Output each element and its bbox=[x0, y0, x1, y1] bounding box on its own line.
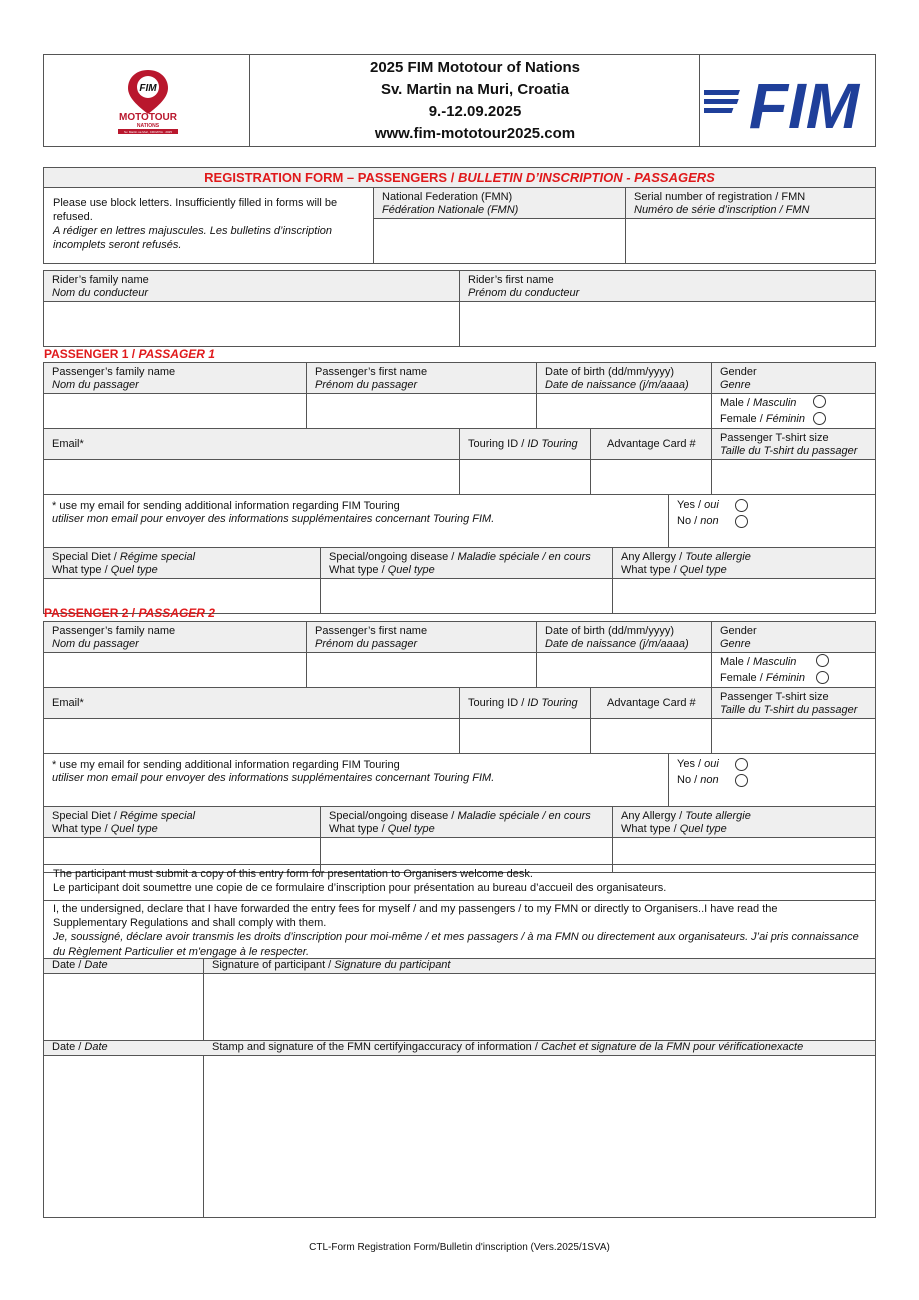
date-label-fr: Date bbox=[84, 1041, 108, 1053]
male-label-fr: Masculin bbox=[753, 397, 797, 409]
type-label-part: What type / bbox=[621, 564, 680, 576]
diet-label-part: Special Diet / bbox=[52, 810, 120, 822]
rider-first-en: Rider’s first name bbox=[468, 274, 554, 286]
tshirt-label-en: Passenger T-shirt size bbox=[720, 432, 829, 444]
date-label-en: Date / bbox=[52, 959, 85, 971]
special-diet-label bbox=[43, 807, 195, 836]
rider-family-fr: Nom du conducteur bbox=[52, 287, 148, 299]
allergy-label bbox=[612, 807, 751, 836]
type-label-part: Quel type bbox=[110, 564, 158, 576]
male-label-fr: Masculin bbox=[753, 656, 797, 668]
declaration-fr-line2: du Règlement Particulier et m'engage à le respecter. bbox=[53, 945, 310, 958]
serial-label bbox=[625, 188, 809, 217]
yes-label bbox=[668, 755, 719, 771]
family-name-label-fr: Nom du passager bbox=[52, 638, 139, 650]
form-title-fr: BULLETIN D’INSCRIPTION - PASSAGERS bbox=[457, 170, 715, 185]
divider bbox=[43, 753, 876, 754]
type-label-part: What type / bbox=[52, 564, 111, 576]
rider-family-label bbox=[43, 271, 149, 300]
disease-label bbox=[320, 548, 591, 577]
gender-label-en: Gender bbox=[720, 625, 757, 637]
gender-label-fr: Genre bbox=[720, 379, 751, 391]
fmn-label bbox=[373, 188, 518, 217]
email-consent-fr: utiliser mon email pour envoyer des informations supplémentaires concernant Touring FIM. bbox=[52, 513, 495, 525]
yes-label-fr: oui bbox=[704, 758, 719, 770]
email-field[interactable] bbox=[44, 460, 459, 494]
no-label-fr: non bbox=[700, 774, 719, 786]
first-name-field[interactable] bbox=[307, 394, 536, 428]
gender-label bbox=[711, 622, 757, 651]
male-label-en: Male / bbox=[720, 656, 754, 668]
stamp-label-en: Stamp and signature of the FMN certifyingaccuracy of information / bbox=[212, 1041, 541, 1053]
disease-label bbox=[320, 807, 591, 836]
family-name-label-en: Passenger’s family name bbox=[52, 625, 176, 637]
disease-field[interactable] bbox=[321, 579, 612, 613]
signature-label-fr: Signature du participant bbox=[334, 959, 451, 971]
fmn-label-fr: Fédération Nationale (FMN) bbox=[382, 204, 519, 216]
type-label-part: Quel type bbox=[387, 564, 435, 576]
advantage-card-field[interactable] bbox=[591, 719, 711, 753]
consent-yes-radio[interactable] bbox=[735, 758, 748, 771]
first-name-label-en: Passenger’s first name bbox=[315, 366, 428, 378]
participant-date-field[interactable] bbox=[44, 974, 203, 1040]
gender-label-fr: Genre bbox=[720, 638, 751, 650]
form-title bbox=[43, 168, 876, 187]
no-label bbox=[668, 512, 719, 528]
passenger-title-fr: PASSAGER 2 bbox=[138, 606, 215, 620]
no-label bbox=[668, 771, 719, 787]
declaration-en-line2: Supplementary Regulations and shall comply with them. bbox=[53, 917, 327, 930]
first-name-field[interactable] bbox=[307, 653, 536, 687]
no-label-en: No / bbox=[677, 515, 701, 527]
tshirt-size-field[interactable] bbox=[712, 460, 875, 494]
male-label bbox=[711, 653, 796, 669]
stamp-label bbox=[203, 1039, 803, 1054]
touring-id-label bbox=[459, 435, 578, 451]
email-consent bbox=[43, 497, 494, 526]
advantage-card-label: Advantage Card # bbox=[607, 438, 696, 450]
declaration-fr-line1: Je, soussigné, déclare avoir transmis les droits d’inscription pour moi-même / et mes passagers / à ma FMN ou directement aux organisateurs. J’ai pris connaissance bbox=[53, 931, 859, 944]
diet-label-part: Régime special bbox=[119, 810, 196, 822]
dob-label-fr: Date de naissance (j/m/aaaa) bbox=[545, 379, 689, 391]
email-label: Email* bbox=[52, 697, 84, 709]
fim-logo-text: FIM bbox=[748, 70, 860, 134]
notice-text bbox=[53, 867, 666, 895]
type-label-part: What type / bbox=[621, 823, 680, 835]
serial-label-en: Serial number of registration / FMN bbox=[634, 191, 806, 203]
allergy-field[interactable] bbox=[613, 579, 875, 613]
touring-id-field[interactable] bbox=[460, 719, 590, 753]
type-label-part: Quel type bbox=[387, 823, 435, 835]
email-label: Email* bbox=[52, 438, 84, 450]
advantage-card-label: Advantage Card # bbox=[607, 697, 696, 709]
divider bbox=[43, 958, 876, 959]
first-name-label-fr: Prénom du passager bbox=[315, 638, 418, 650]
notice-en: The participant must submit a copy of this entry form for presentation to Organisers welcome desk. bbox=[53, 868, 533, 880]
type-label-part: What type / bbox=[52, 823, 111, 835]
touring-id-label-fr: ID Touring bbox=[527, 438, 578, 450]
dob-field[interactable] bbox=[537, 394, 711, 428]
touring-id-label-fr: ID Touring bbox=[527, 697, 578, 709]
advantage-card-field[interactable] bbox=[591, 460, 711, 494]
declaration-text bbox=[53, 902, 859, 959]
passenger-title-en: PASSENGER 1 / bbox=[44, 347, 139, 361]
form-title-en: REGISTRATION FORM – PASSENGERS / bbox=[204, 170, 458, 185]
type-label-part: Quel type bbox=[110, 823, 158, 835]
dob-field[interactable] bbox=[537, 653, 711, 687]
email-consent bbox=[43, 756, 494, 785]
female-label-fr: Féminin bbox=[765, 672, 805, 684]
special-diet-label bbox=[43, 548, 195, 577]
male-radio[interactable] bbox=[816, 654, 829, 667]
family-name-field[interactable] bbox=[44, 653, 306, 687]
tshirt-label-fr: Taille du T-shirt du passager bbox=[720, 445, 858, 457]
logo-mototour-text: MOTOTOUR bbox=[119, 112, 177, 123]
fmn-date-field[interactable] bbox=[44, 1056, 203, 1217]
yes-label-en: Yes / bbox=[677, 758, 705, 770]
serial-field[interactable] bbox=[626, 219, 875, 263]
touring-id-label bbox=[459, 694, 578, 710]
female-label-en: Female / bbox=[720, 672, 766, 684]
consent-no-radio[interactable] bbox=[735, 774, 748, 787]
type-label-part: What type / bbox=[329, 564, 388, 576]
event-dates: 9.-12.09.2025 bbox=[428, 103, 522, 120]
serial-label-fr: Numéro de série d’inscription / FMN bbox=[634, 204, 810, 216]
disease-label-part: Special/ongoing disease / bbox=[329, 810, 458, 822]
declaration-en-line1: I, the undersigned, declare that I have forwarded the entry fees for myself / and my passengers / to my FMN or directly to Organisers..I have read the bbox=[53, 903, 778, 915]
tshirt-size-field[interactable] bbox=[712, 719, 875, 753]
instructions-fr: A rédiger en lettres majuscules. Les bulletins d’inscription incomplets seront refusés. bbox=[53, 225, 333, 251]
sig-header-bg bbox=[44, 959, 875, 973]
allergy-label-part: Toute allergie bbox=[685, 810, 751, 822]
dob-label-en: Date of birth (dd/mm/yyyy) bbox=[545, 366, 674, 378]
fmn-field[interactable] bbox=[374, 219, 625, 263]
instructions-en: Please use block letters. Insufficiently filled in forms will be refused. bbox=[53, 197, 338, 223]
female-label-fr: Féminin bbox=[765, 413, 805, 425]
male-label bbox=[711, 394, 796, 410]
allergy-label-part: Any Allergy / bbox=[621, 810, 686, 822]
passenger-2-title bbox=[44, 606, 215, 620]
email-field[interactable] bbox=[44, 719, 459, 753]
signature-label bbox=[203, 957, 450, 972]
event-name: 2025 FIM Mototour of Nations bbox=[370, 59, 580, 76]
first-name-label bbox=[306, 363, 427, 392]
family-name-label bbox=[43, 363, 175, 392]
first-name-label-en: Passenger’s first name bbox=[315, 625, 428, 637]
date-label-fr: Date bbox=[84, 959, 108, 971]
tshirt-label-en: Passenger T-shirt size bbox=[720, 691, 829, 703]
divider bbox=[43, 494, 876, 495]
male-label-en: Male / bbox=[720, 397, 754, 409]
yes-label-en: Yes / bbox=[677, 499, 705, 511]
gender-label bbox=[711, 363, 757, 392]
tshirt-label bbox=[711, 429, 857, 458]
first-name-label bbox=[306, 622, 427, 651]
event-title bbox=[250, 57, 700, 145]
fim-logo bbox=[704, 68, 864, 134]
disease-label-part: Special/ongoing disease / bbox=[329, 551, 458, 563]
date-label-2 bbox=[43, 1039, 108, 1054]
type-label-part: Quel type bbox=[679, 823, 727, 835]
female-radio[interactable] bbox=[813, 412, 826, 425]
disease-label-part: Maladie spéciale / en cours bbox=[457, 810, 591, 822]
date-label-en: Date / bbox=[52, 1041, 85, 1053]
email-consent-fr: utiliser mon email pour envoyer des informations supplémentaires concernant Touring FIM. bbox=[52, 772, 495, 784]
participant-signature-field[interactable] bbox=[204, 974, 875, 1040]
email-consent-en: * use my email for sending additional information regarding FIM Touring bbox=[52, 759, 400, 771]
event-location: Sv. Martin na Muri, Croatia bbox=[380, 81, 570, 98]
no-label-fr: non bbox=[700, 515, 719, 527]
consent-yes-radio[interactable] bbox=[735, 499, 748, 512]
diet-label-part: Special Diet / bbox=[52, 551, 120, 563]
allergy-label-part: Toute allergie bbox=[685, 551, 751, 563]
female-label-en: Female / bbox=[720, 413, 766, 425]
female-label bbox=[711, 410, 805, 426]
rider-first-field[interactable] bbox=[460, 302, 875, 346]
family-name-label-fr: Nom du passager bbox=[52, 379, 139, 391]
type-label-part: Quel type bbox=[679, 564, 727, 576]
tshirt-label bbox=[711, 688, 857, 717]
yes-label bbox=[668, 496, 719, 512]
allergy-label bbox=[612, 548, 751, 577]
footer: CTL-Form Registration Form/Bulletin d'inscription (Vers.2025/1SVA) bbox=[309, 1242, 610, 1253]
female-radio[interactable] bbox=[816, 671, 829, 684]
rider-family-field[interactable] bbox=[44, 302, 459, 346]
logo-ribbon-text: Sv. Martin na Muri, CROATIA · 2025 bbox=[123, 130, 173, 134]
logo-fim-text: FIM bbox=[139, 83, 157, 94]
notice-fr: Le participant doit soumettre une copie de ce formulaire d’inscription pour présentation au bureau d’accueil des organisateurs. bbox=[53, 882, 667, 894]
tshirt-label-fr: Taille du T-shirt du passager bbox=[720, 704, 858, 716]
family-name-field[interactable] bbox=[44, 394, 306, 428]
logo-nations-text: NATIONS bbox=[136, 123, 160, 129]
date-label-1 bbox=[43, 957, 108, 972]
disease-label-part: Maladie spéciale / en cours bbox=[457, 551, 591, 563]
yes-label-fr: oui bbox=[704, 499, 719, 511]
mototour-logo bbox=[112, 66, 184, 136]
diet-label-part: Régime special bbox=[119, 551, 196, 563]
rider-first-label bbox=[459, 271, 579, 300]
consent-no-radio[interactable] bbox=[735, 515, 748, 528]
touring-id-label-en: Touring ID / bbox=[468, 438, 528, 450]
dob-label-en: Date of birth (dd/mm/yyyy) bbox=[545, 625, 674, 637]
passenger-title-en: PASSENGER 2 / bbox=[44, 606, 139, 620]
allergy-label-part: Any Allergy / bbox=[621, 551, 686, 563]
no-label-en: No / bbox=[677, 774, 701, 786]
first-name-label-fr: Prénom du passager bbox=[315, 379, 418, 391]
family-name-label-en: Passenger’s family name bbox=[52, 366, 176, 378]
touring-id-label-en: Touring ID / bbox=[468, 697, 528, 709]
female-label bbox=[711, 669, 805, 685]
fmn-stamp-field[interactable] bbox=[204, 1056, 875, 1217]
touring-id-field[interactable] bbox=[460, 460, 590, 494]
family-name-label bbox=[43, 622, 175, 651]
rider-family-en: Rider’s family name bbox=[52, 274, 149, 286]
dob-label bbox=[536, 622, 689, 651]
event-website[interactable]: www.fim-mototour2025.com bbox=[374, 125, 576, 142]
type-label-part: What type / bbox=[329, 823, 388, 835]
instructions bbox=[53, 196, 353, 252]
gender-label-en: Gender bbox=[720, 366, 757, 378]
signature-label-en: Signature of participant / bbox=[212, 959, 335, 971]
male-radio[interactable] bbox=[813, 395, 826, 408]
email-consent-en: * use my email for sending additional information regarding FIM Touring bbox=[52, 500, 400, 512]
dob-label-fr: Date de naissance (j/m/aaaa) bbox=[545, 638, 689, 650]
passenger-1-title bbox=[44, 347, 215, 361]
fmn-label-en: National Federation (FMN) bbox=[382, 191, 513, 203]
stamp-label-fr: Cachet et signature de la FMN pour vérificationexacte bbox=[540, 1041, 804, 1053]
passenger-title-fr: PASSAGER 1 bbox=[138, 347, 215, 361]
rider-first-fr: Prénom du conducteur bbox=[468, 287, 580, 299]
dob-label bbox=[536, 363, 689, 392]
